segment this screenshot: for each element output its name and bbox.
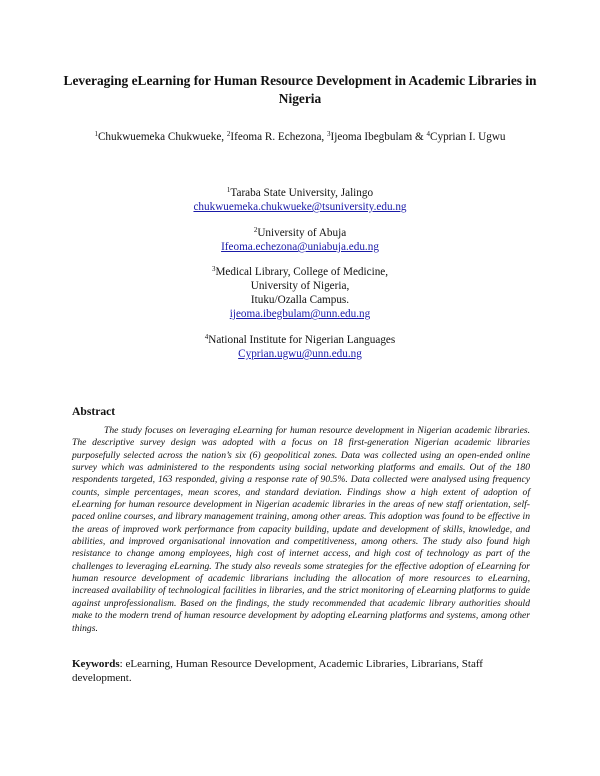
abstract-heading: Abstract — [72, 405, 116, 418]
affiliation-name: Medical Library, College of Medicine, — [215, 266, 389, 278]
email-link[interactable]: ijeoma.ibegbulam@unn.edu.ng — [229, 308, 371, 320]
author-number: 2 — [226, 130, 231, 138]
affiliation-number: 4 — [204, 333, 209, 341]
affiliation-2 — [100, 226, 500, 254]
affiliation-name: Taraba State University, Jalingo — [230, 187, 374, 199]
author-name: Ijeoma Ibegbulam & — [330, 131, 427, 143]
author — [427, 131, 506, 143]
email-link[interactable]: chukwuemeka.chukwueke@tsuniversity.edu.ng — [193, 201, 407, 213]
affiliation-name: National Institute for Nigerian Languages — [208, 334, 396, 346]
affiliation-number: 3 — [211, 265, 216, 273]
affiliation-line: University of Nigeria, — [250, 280, 350, 292]
paper-title: Leveraging eLearning for Human Resource Development in Academic Libraries in Nigeria — [63, 73, 537, 106]
affiliation-number: 1 — [226, 186, 231, 194]
affiliation-number: 2 — [253, 226, 258, 234]
affiliation-name: University of Abuja — [257, 227, 347, 239]
author-list — [40, 130, 560, 144]
affiliation-3 — [100, 265, 500, 321]
abstract-body: The study focuses on leveraging eLearning for human resource development in Nigerian academic libraries. The descriptive survey design was adopted with a focus on 18 first-generation Nigerian academic libraries purposefully selected across the nation’s six (6) geopolitical zones. Data was collected using an open-ended online survey which was administered to the respondents using social networking platforms and emails. Out of the 180 respondents targeted, 163 responded, giving a response rate of 90.5%. Data collected were analysed using frequency counts, simple percentages, mean scores, and standard deviation. Findings show a high extent of adoption of eLearning for human resource development in Nigerian academic libraries in the areas of new staff orientation, self-paced online courses, and library management training, among other areas. This adoption was found to be effective in the areas of improved work performance from capacity building, update and development of skills, knowledge, and abilities, and improved organisational innovation and competitiveness, among others. The study also found high resistance to change among employees, high cost of internet access, and high cost of technology as part of the challenges to leveraging eLearning. The study also reveals some strategies for the effective adoption of eLearning for human resource development of academic librarians including the allocation of more resources to eLearning, increased availability of technological facilities in libraries, and the strict monitoring of eLearning platforms to guide against unprofessionalism. Based on the findings, the study recommended that academic library authorities should make to the modern trend of human resource development by adopting eLearning platforms and systems, among other things. — [72, 425, 530, 634]
author — [94, 131, 226, 143]
affiliation-line: Ituku/Ozalla Campus. — [250, 294, 350, 306]
author — [227, 131, 327, 143]
keywords-text: : eLearning, Human Resource Development, Academic Libraries, Librarians, Staff development. — [72, 658, 483, 684]
author-name: Cyprian I. Ugwu — [430, 131, 506, 143]
author-number: 4 — [426, 130, 431, 138]
keywords — [72, 658, 530, 685]
affiliation-4 — [100, 333, 500, 361]
email-link[interactable]: Ifeoma.echezona@uniabuja.edu.ng — [221, 241, 379, 253]
affiliation-1 — [100, 186, 500, 214]
author-name: Chukwuemeka Chukwueke, — [97, 131, 227, 143]
author-name: Ifeoma R. Echezona, — [230, 131, 328, 143]
email-link[interactable]: Cyprian.ugwu@unn.edu.ng — [238, 348, 362, 360]
keywords-label: Keywords — [72, 658, 120, 670]
author — [327, 131, 427, 143]
author-number: 3 — [327, 130, 331, 138]
author-number: 1 — [94, 130, 98, 138]
